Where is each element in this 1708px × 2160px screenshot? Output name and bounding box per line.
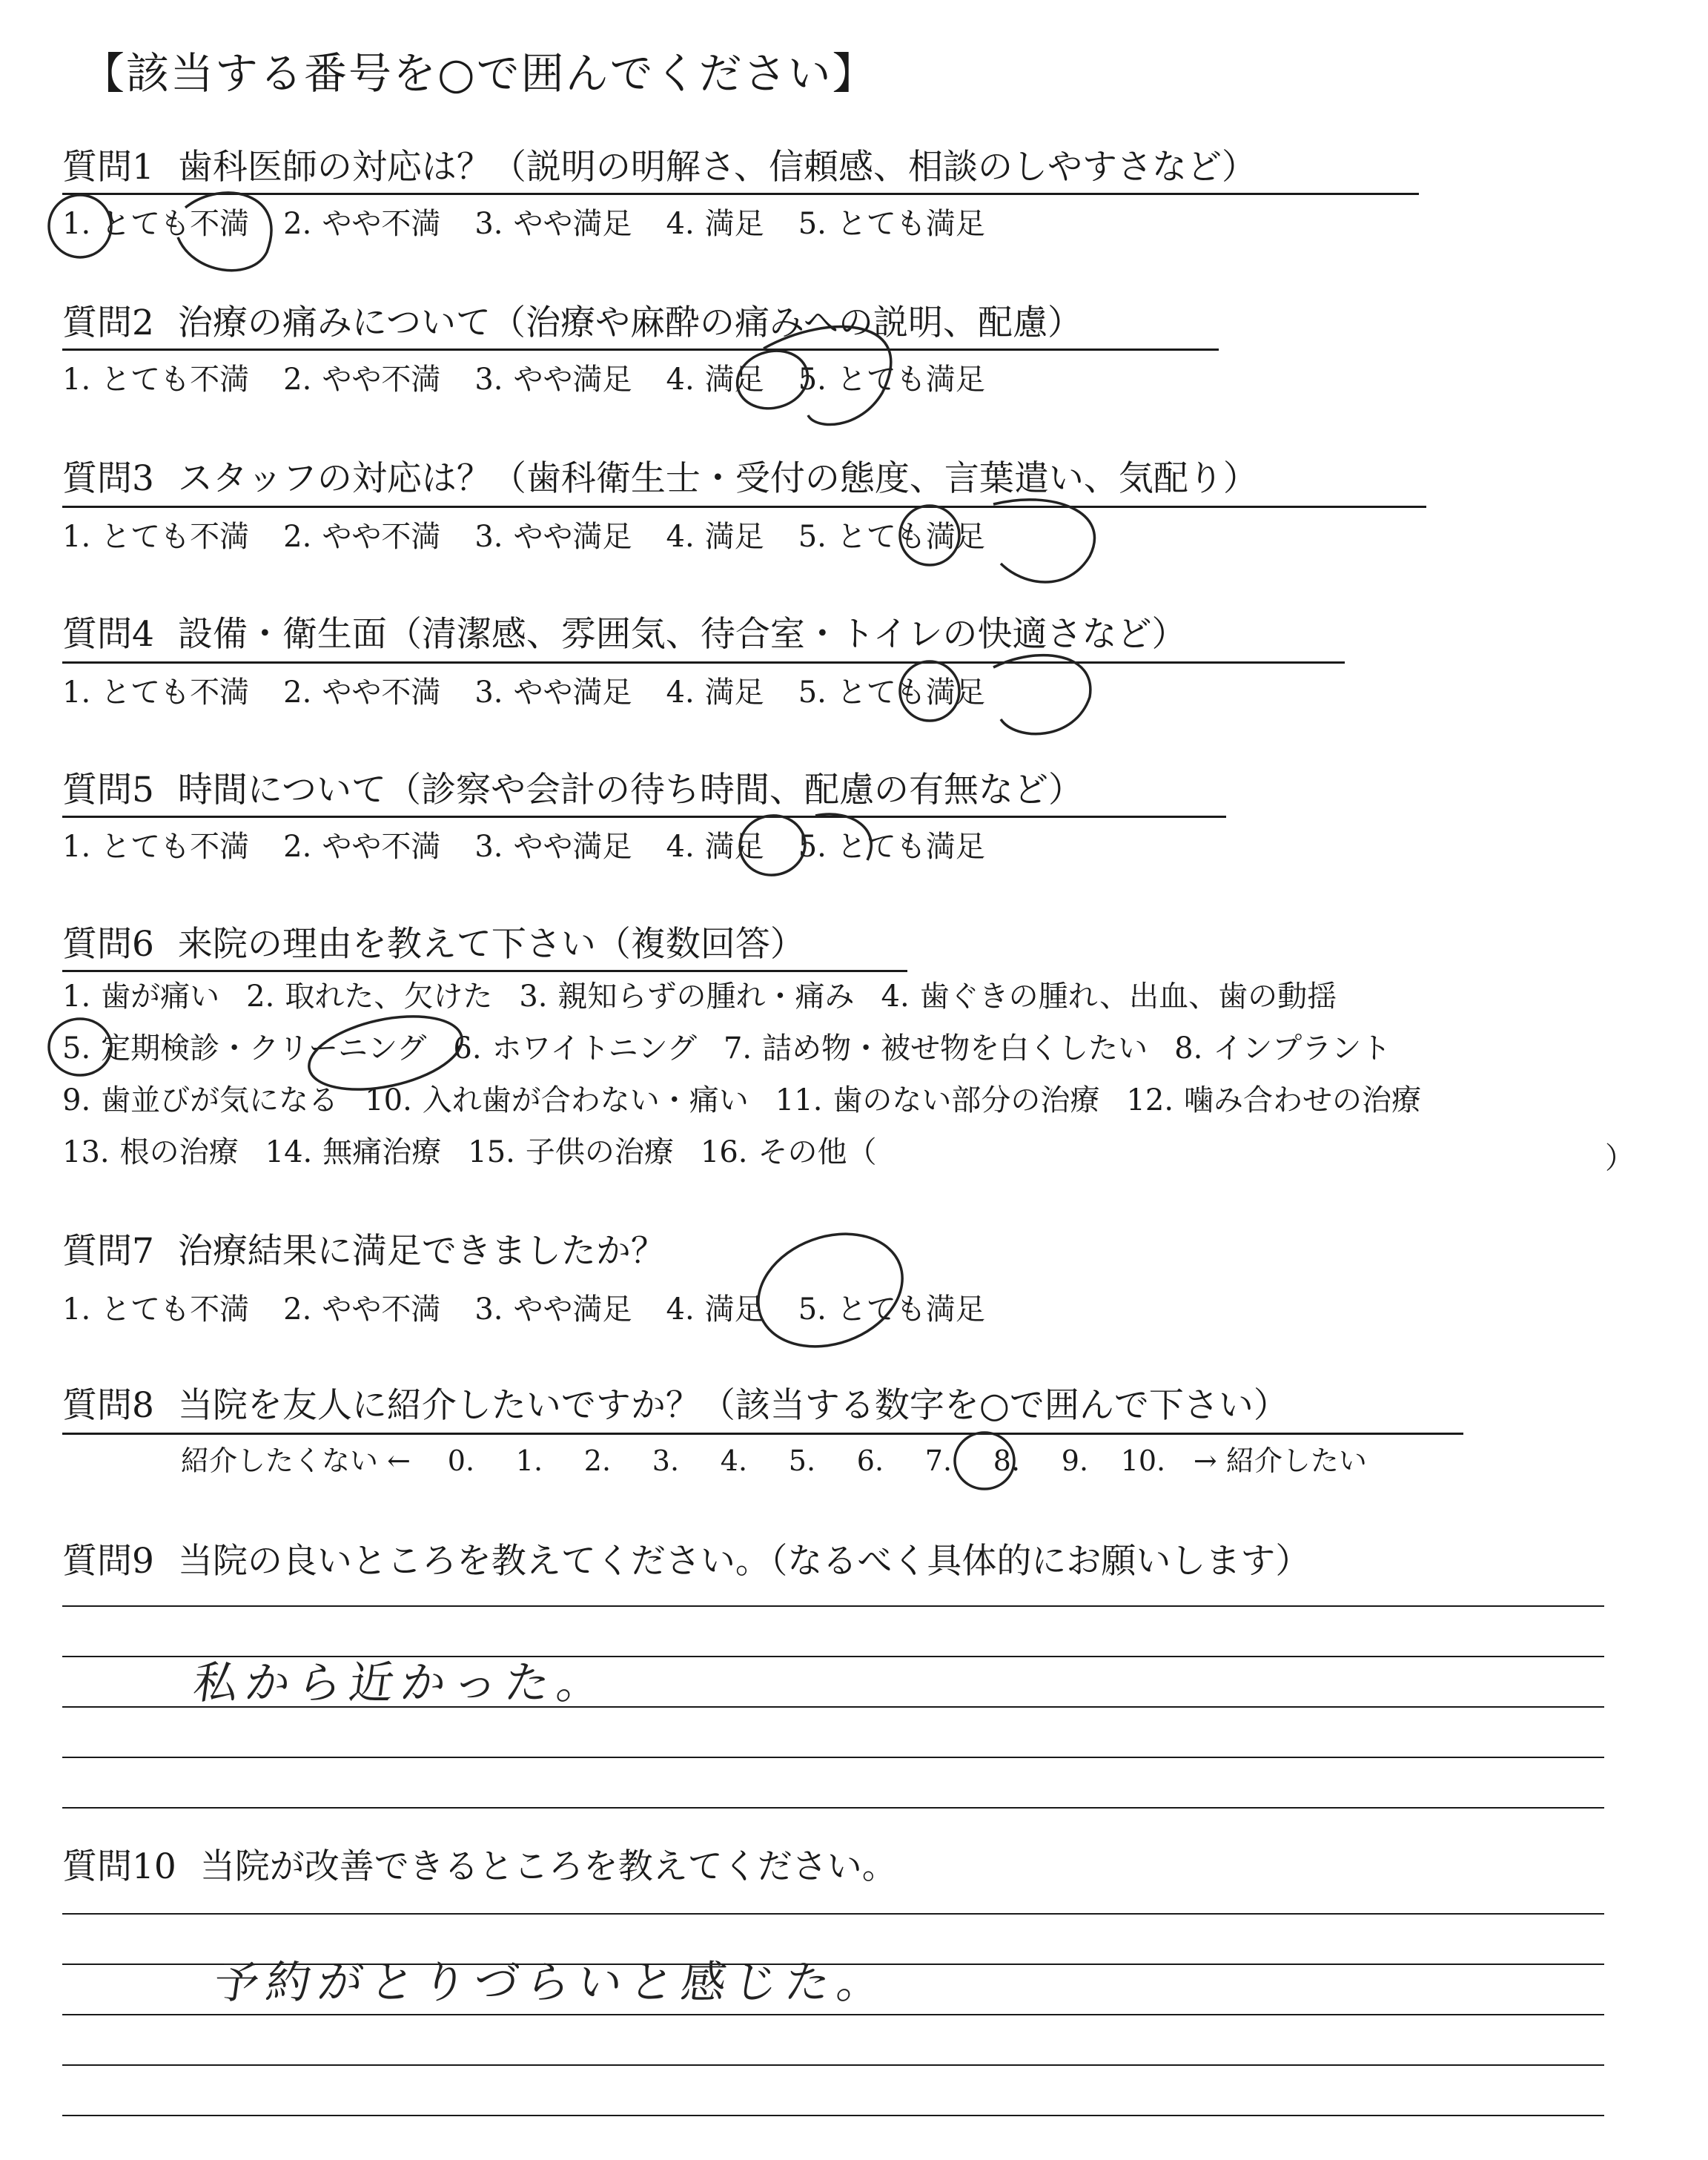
question-text: 時間について（診察や会計の待ち時間、配慮の有無など） <box>177 770 1083 810</box>
scale-7[interactable]: 7. <box>924 1444 953 1477</box>
question-number: 質問5 <box>62 770 154 810</box>
circle-mark-q6-cleaning <box>302 1004 469 1102</box>
option-1[interactable]: 1. とても不満 <box>62 207 250 241</box>
option-4[interactable]: 4. 満足 <box>666 676 764 710</box>
option-4[interactable]: 4. 満足 <box>666 363 764 397</box>
scale-1[interactable]: 1. <box>515 1444 543 1477</box>
option-13[interactable]: 13. 根の治療 <box>62 1135 239 1169</box>
question-text: 当院の良いところを教えてください。（なるべく具体的にお願いします） <box>177 1541 1311 1582</box>
question-text: スタッフの対応は？（歯科衛生士・受付の態度、言葉遣い、気配り） <box>177 458 1258 499</box>
scale-2[interactable]: 2. <box>583 1444 612 1477</box>
option-3[interactable]: 3. やや満足 <box>474 207 632 241</box>
option-4[interactable]: 4. 満足 <box>666 830 764 864</box>
question-number: 質問3 <box>62 458 154 499</box>
question-text: 設備・衛生面（清潔感、雰囲気、待合室・トイレの快適さなど） <box>177 614 1187 655</box>
question-number: 質問7 <box>62 1231 154 1272</box>
circle-mark-q5 <box>735 810 810 880</box>
option-1[interactable]: 1. とても不満 <box>62 363 250 397</box>
question-text: 治療の痛みについて（治療や麻酔の痛みへの説明、配慮） <box>177 303 1083 343</box>
option-2[interactable]: 2. やや不満 <box>283 676 441 710</box>
option-14[interactable]: 14. 無痛治療 <box>265 1135 442 1169</box>
question-number: 質問4 <box>62 614 154 655</box>
scale-5[interactable]: 5. <box>788 1444 816 1477</box>
other-close-paren: ） <box>1605 1141 1635 1175</box>
scale-8[interactable]: 8. <box>993 1444 1021 1477</box>
option-2[interactable]: 2. やや不満 <box>283 830 441 864</box>
question-number: 質問6 <box>62 924 154 965</box>
circle-mark-q1 <box>49 195 111 257</box>
scale-6[interactable]: 6. <box>856 1444 884 1477</box>
option-2[interactable]: 2. やや不満 <box>283 363 441 397</box>
pen-stroke-q5 <box>815 814 871 860</box>
circle-mark-q4 <box>900 661 959 721</box>
option-1[interactable]: 1. 歯が痛い <box>62 980 220 1014</box>
q10-handwritten-answer[interactable]: 予約がとりづらいと感じた。 <box>211 1957 893 2009</box>
scale-9[interactable]: 9. <box>1061 1444 1089 1477</box>
option-6[interactable]: 6. ホワイトニング <box>453 1031 697 1066</box>
option-3[interactable]: 3. 親知らずの腫れ・痛み <box>519 980 855 1014</box>
scale-4[interactable]: 4. <box>720 1444 748 1477</box>
option-16[interactable]: 16. その他（ <box>700 1135 877 1169</box>
option-2[interactable]: 2. 取れた、欠けた <box>246 980 493 1014</box>
question-text: 当院を友人に紹介したいですか？（該当する数字を○で囲んで下さい） <box>177 1385 1288 1426</box>
question-number: 質問8 <box>62 1385 154 1426</box>
option-2[interactable]: 2. やや不満 <box>283 520 441 554</box>
option-5[interactable]: 5. とても満足 <box>798 363 985 397</box>
option-3[interactable]: 3. やや満足 <box>474 830 632 864</box>
option-5[interactable]: 5. 定期検診・クリーニング <box>62 1031 427 1066</box>
option-3[interactable]: 3. やや満足 <box>474 676 632 710</box>
circle-mark-q2 <box>731 343 814 416</box>
option-12[interactable]: 12. 噛み合わせの治療 <box>1126 1083 1422 1117</box>
option-4[interactable]: 4. 満足 <box>666 520 764 554</box>
question-number: 質問1 <box>62 147 154 188</box>
pen-stroke-q1 <box>178 193 271 271</box>
option-1[interactable]: 1. とても不満 <box>62 520 250 554</box>
circle-mark-q6 <box>49 1019 111 1075</box>
option-3[interactable]: 3. やや満足 <box>474 1292 632 1327</box>
option-5[interactable]: 5. とても満足 <box>798 520 985 554</box>
option-7[interactable]: 7. 詰め物・被せ物を白くしたい <box>723 1031 1148 1066</box>
pen-stroke-q2 <box>764 327 891 425</box>
option-11[interactable]: 11. 歯のない部分の治療 <box>775 1083 1100 1117</box>
circle-mark-q8 <box>955 1433 1014 1489</box>
option-3[interactable]: 3. やや満足 <box>474 520 632 554</box>
option-4[interactable]: 4. 満足 <box>666 207 764 241</box>
option-5[interactable]: 5. とても満足 <box>798 676 985 710</box>
circle-mark-q3 <box>900 506 959 565</box>
option-1[interactable]: 1. とても不満 <box>62 676 250 710</box>
option-3[interactable]: 3. やや満足 <box>474 363 632 397</box>
q9-handwritten-answer[interactable]: 私から近かった。 <box>190 1657 613 1709</box>
option-4[interactable]: 4. 満足 <box>666 1292 764 1327</box>
question-number: 質問9 <box>62 1541 154 1582</box>
page-title: 【該当する番号を○で囲んでください】 <box>82 48 877 99</box>
question-text: 当院が改善できるところを教えてください。 <box>199 1846 897 1887</box>
option-5[interactable]: 5. とても満足 <box>798 830 985 864</box>
option-5[interactable]: 5. とても満足 <box>798 207 985 241</box>
question-text: 歯科医師の対応は？（説明の明解さ、信頼感、相談のしやすさなど） <box>177 147 1257 188</box>
scale-right-label: → 紹介したい <box>1193 1444 1367 1477</box>
scale-3[interactable]: 3. <box>652 1444 680 1477</box>
option-10[interactable]: 10. 入れ歯が合わない・痛い <box>365 1083 749 1117</box>
option-2[interactable]: 2. やや不満 <box>283 207 441 241</box>
option-15[interactable]: 15. 子供の治療 <box>468 1135 674 1169</box>
option-9[interactable]: 9. 歯並びが気になる <box>62 1083 339 1117</box>
option-1[interactable]: 1. とても不満 <box>62 830 250 864</box>
pen-stroke-q3 <box>993 500 1094 582</box>
circle-mark-q7 <box>742 1215 918 1366</box>
option-1[interactable]: 1. とても不満 <box>62 1292 250 1327</box>
option-5[interactable]: 5. とても満足 <box>798 1292 985 1327</box>
scale-0[interactable]: 0. <box>447 1444 475 1477</box>
option-8[interactable]: 8. インプラント <box>1174 1031 1391 1066</box>
question-text: 来院の理由を教えて下さい（複数回答） <box>177 924 805 965</box>
pen-stroke-q4 <box>993 655 1090 734</box>
scale-10[interactable]: 10. <box>1120 1444 1166 1477</box>
question-number: 質問2 <box>62 303 154 343</box>
option-4[interactable]: 4. 歯ぐきの腫れ、出血、歯の動揺 <box>881 980 1337 1014</box>
question-number: 質問10 <box>62 1846 176 1887</box>
scale-left-label: 紹介したくない ← <box>181 1444 411 1477</box>
option-2[interactable]: 2. やや不満 <box>283 1292 441 1327</box>
question-text: 治療結果に満足できましたか？ <box>177 1231 666 1272</box>
